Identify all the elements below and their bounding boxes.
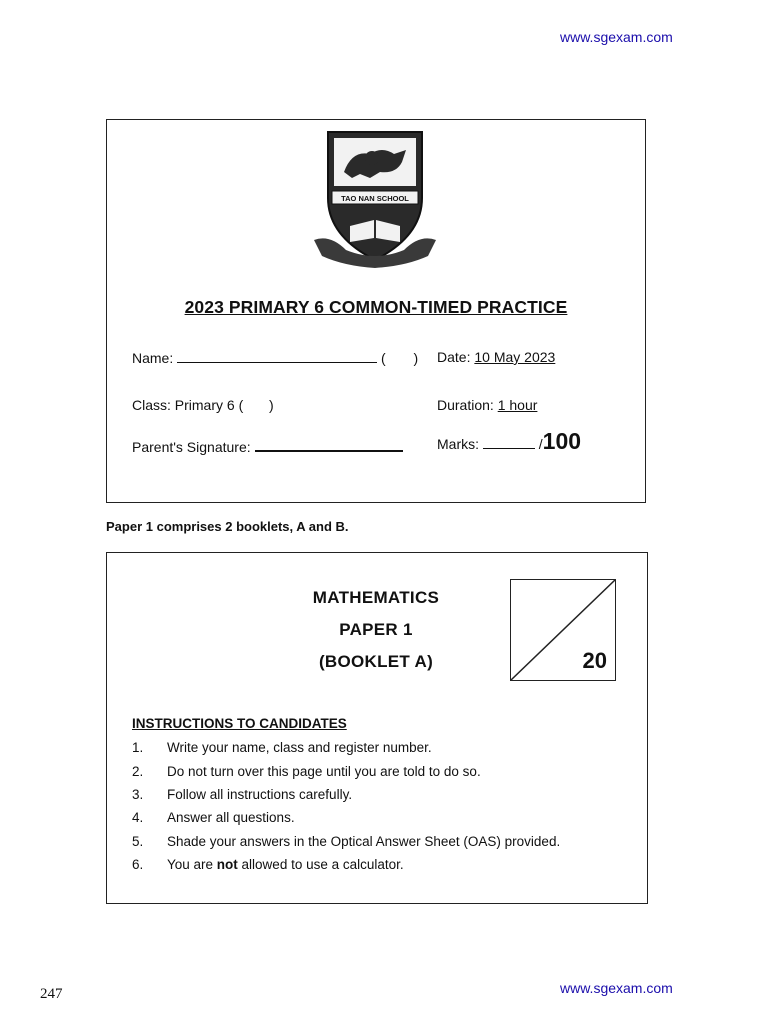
instruction-text: Do not turn over this page until you are told to do so.: [167, 764, 481, 779]
instruction-text: Write your name, class and register number.: [167, 740, 432, 755]
booklet-title: (BOOKLET A): [318, 652, 434, 671]
name-label: Name:: [132, 350, 174, 366]
instruction-item: [132, 810, 295, 825]
instruction-item: [132, 834, 560, 849]
instruction-number: 2.: [132, 764, 144, 779]
duration-value: 1 hour: [497, 397, 538, 413]
instruction-text: Follow all instructions carefully.: [167, 787, 353, 802]
instruction-text: Shade your answers in the Optical Answer Sheet (OAS) provided.: [167, 834, 561, 849]
score-box: [510, 579, 616, 681]
date-value: 10 May 2023: [474, 349, 556, 365]
crest-banner-text: TAO NAN SCHOOL: [341, 194, 409, 203]
register-bracket-open: (: [381, 350, 386, 366]
booklet-note: Paper 1 comprises 2 booklets, A and B.: [106, 519, 349, 534]
duration-label: Duration:: [437, 397, 494, 413]
score-total: 20: [582, 648, 607, 673]
instruction-item: [132, 764, 481, 779]
instruction-number: 4.: [132, 810, 144, 825]
instruction-text: Answer all questions.: [167, 810, 295, 825]
class-label: Class: Primary 6 (: [132, 397, 244, 413]
site-link-bottom[interactable]: www.sgexam.com: [560, 980, 673, 996]
marks-slash: /: [538, 436, 543, 452]
date-field: [437, 349, 555, 365]
signature-field: [132, 438, 403, 455]
marks-field: [437, 428, 581, 455]
instruction-text-tail: allowed to use a calculator.: [237, 857, 404, 872]
signature-label: Parent's Signature:: [132, 439, 251, 455]
site-link-top[interactable]: www.sgexam.com: [560, 29, 673, 45]
paper-title: PAPER 1: [339, 620, 413, 639]
marks-blank: [483, 436, 535, 449]
instruction-number: 5.: [132, 834, 144, 849]
marks-label: Marks:: [437, 436, 479, 452]
marks-total: 100: [542, 428, 582, 454]
name-blank: [177, 350, 377, 363]
instruction-text: You are: [167, 857, 217, 872]
instruction-emphasis: not: [216, 857, 238, 872]
subject-title: MATHEMATICS: [312, 588, 440, 607]
page-number: 247: [40, 986, 63, 1002]
school-crest-logo: [310, 128, 440, 268]
instruction-item: [132, 787, 352, 802]
class-field: [132, 397, 274, 413]
name-field: [132, 350, 418, 366]
instruction-item: [132, 740, 432, 755]
instructions-heading: INSTRUCTIONS TO CANDIDATES: [132, 716, 347, 731]
register-bracket-close: ): [413, 350, 419, 366]
instruction-number: 1.: [132, 740, 144, 755]
duration-field: [437, 397, 537, 413]
page-title: 2023 PRIMARY 6 COMMON-TIMED PRACTICE: [184, 297, 568, 317]
instruction-number: 3.: [132, 787, 144, 802]
date-label: Date:: [437, 349, 471, 365]
class-bracket-close: ): [269, 397, 274, 413]
signature-blank: [255, 438, 403, 452]
instruction-number: 6.: [132, 857, 144, 872]
instruction-item: [132, 857, 404, 872]
